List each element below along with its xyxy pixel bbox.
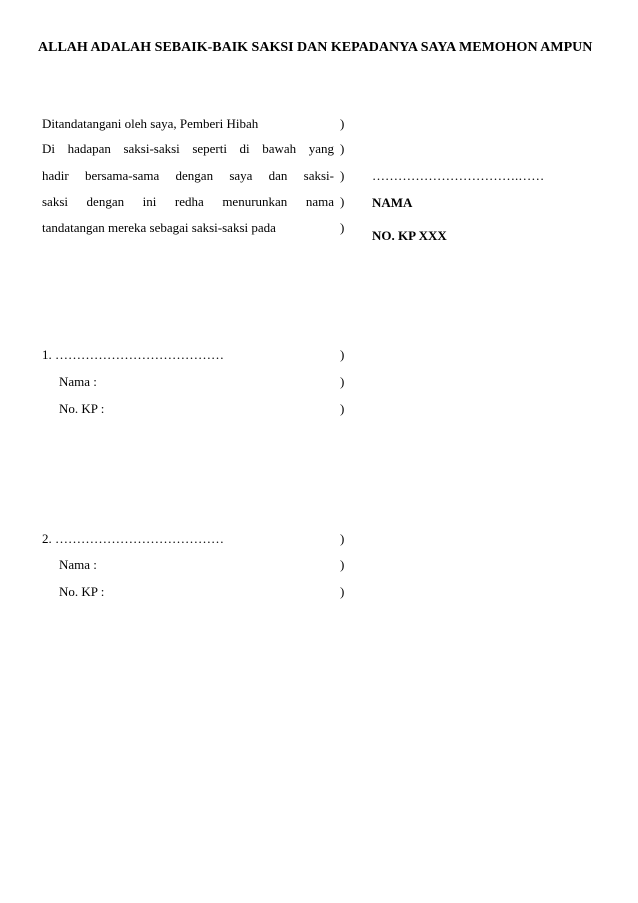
declaration-line-2: Di hadapan saksi-saksi seperti di bawah yang <box>42 141 334 156</box>
declaration-line-3: hadir bersama-sama dengan saya dan saksi- <box>42 168 334 183</box>
document-heading: ALLAH ADALAH SEBAIK-BAIK SAKSI DAN KEPADANYA SAYA MEMOHON AMPUN <box>38 40 593 55</box>
witness-2-name-label: Nama : <box>59 557 97 572</box>
closing-paren: ) <box>340 220 345 235</box>
declaration-line-5: tandatangan mereka sebagai saksi-saksi pada <box>42 220 276 235</box>
signature-line: …………………………….…… <box>372 168 545 183</box>
closing-paren: ) <box>340 116 345 131</box>
signer-name: NAMA <box>372 195 413 210</box>
closing-paren: ) <box>340 557 345 572</box>
declaration-line-1: Ditandatangani oleh saya, Pemberi Hibah <box>42 116 259 131</box>
closing-paren: ) <box>340 584 345 599</box>
witness-1-name-label: Nama : <box>59 374 97 389</box>
declaration-line-4: saksi dengan ini redha menurunkan nama <box>42 194 334 209</box>
closing-paren: ) <box>340 401 345 416</box>
closing-paren: ) <box>340 374 345 389</box>
witness-1-signature-line: 1. ………………………………… <box>42 347 224 362</box>
witness-2-kp-label: No. KP : <box>59 584 105 599</box>
closing-paren: ) <box>340 194 345 209</box>
closing-paren: ) <box>340 168 345 183</box>
witness-1-kp-label: No. KP : <box>59 401 105 416</box>
closing-paren: ) <box>340 531 345 546</box>
closing-paren: ) <box>340 347 345 362</box>
closing-paren: ) <box>340 141 345 156</box>
signer-kp: NO. KP XXX <box>372 228 447 243</box>
witness-2-signature-line: 2. ………………………………… <box>42 531 224 546</box>
